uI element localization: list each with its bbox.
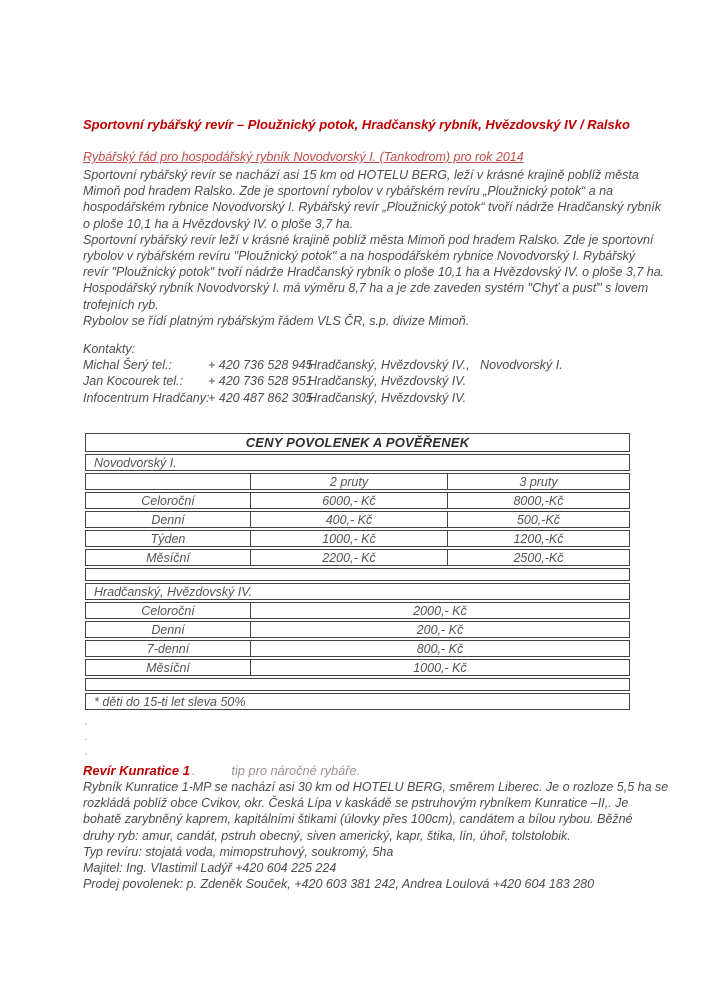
table-row	[85, 530, 630, 547]
row-label: Měsíční	[146, 550, 190, 565]
row-label: Celoroční	[141, 493, 195, 508]
table-row	[85, 640, 630, 657]
kunratice-section	[83, 762, 668, 892]
table-row	[85, 549, 630, 566]
table-row	[85, 511, 630, 528]
contacts-heading: Kontakty:	[83, 342, 136, 356]
page-title: Sportovní rybářský revír – Ploužnický potok, Hradčanský rybník, Hvězdovský IV / Ralsko	[83, 117, 630, 132]
kunratice-line: Majitel: Ing. Vlastimil Ladýř +420 604 225 224	[83, 860, 337, 875]
intro-line: trofejních ryb.	[83, 297, 159, 312]
contact-phone: + 420 736 528 951	[208, 374, 313, 389]
contact-areas: Hradčanský, Hvězdovský IV.	[308, 390, 467, 405]
price-2rods: 2200,- Kč	[250, 550, 447, 565]
price-table-title-row	[85, 433, 630, 452]
kunratice-line: bohatě zarybněný kaprem, kapitálními štikami (úlovky přes 100cm), candátem a bílou rybou. Běžné	[83, 812, 633, 827]
price-value: 2000,- Kč	[250, 603, 629, 618]
intro-line: hospodářském rybnice Novodvorský I. Rybářský revír „Ploužnický potok“ tvoří nádrže Hradčanský rybník	[83, 200, 661, 215]
price-value: 1000,- Kč	[250, 660, 629, 675]
row-label: Denní	[151, 622, 185, 637]
section2-name-row	[85, 583, 630, 600]
contact-name: Michal Šerý tel.:	[83, 358, 172, 373]
kunratice-title: Revír Kunratice 1	[83, 763, 190, 778]
price-3rods: 1200,-Kč	[447, 531, 629, 546]
price-3rods: 500,-Kč	[447, 512, 629, 527]
blank-line-dots	[85, 714, 88, 760]
contact-name: Jan Kocourek tel.:	[83, 374, 184, 389]
contact-phone: + 420 487 862 305	[208, 390, 313, 405]
price-3rods: 2500,-Kč	[447, 550, 629, 565]
section1-name-row	[85, 454, 630, 471]
table-footnote: * děti do 15-ti let sleva 50%	[94, 694, 246, 709]
price-table-title: CENY POVOLENEK A POVĚŘENEK	[245, 435, 470, 450]
row-label: Měsíční	[146, 660, 190, 675]
contact-name: Infocentrum Hradčany:	[83, 390, 210, 405]
price-3rods: 8000,-Kč	[447, 493, 629, 508]
price-2rods: 400,- Kč	[250, 512, 447, 527]
table-row	[85, 492, 630, 509]
row-label: 7-denní	[146, 641, 190, 656]
contact-row	[83, 373, 563, 389]
kunratice-line: druhy ryb: amur, candát, pstruh obecný, siven americký, kapr, štika, lín, úhoř, tolstolobik.	[83, 828, 571, 843]
section2-name: Hradčanský, Hvězdovský IV.	[94, 584, 253, 599]
row-label: Denní	[151, 512, 185, 527]
intro-line: Sportovní rybářský revír leží v krásné krajině poblíž města Mimoň pod hradem Ralsko. Zde je sportovní	[83, 232, 654, 247]
contact-areas: Hradčanský, Hvězdovský IV.	[308, 374, 467, 389]
kunratice-tagline: tip pro náročné rybáře.	[231, 763, 361, 778]
intro-paragraph	[83, 167, 664, 329]
intro-line: Sportovní rybářský revír se nachází asi 15 km od HOTELU BERG, leží v krásné krajině poblíž města	[83, 168, 639, 182]
footnote-row	[85, 693, 630, 710]
col-header-2-rods: 2 pruty	[250, 474, 447, 489]
intro-line: Mimoň pod hradem Ralsko. Zde je sportovní rybolov v rybářském revíru „Ploužnický potok“ a na	[83, 184, 614, 199]
price-table	[85, 433, 630, 710]
intro-line: o ploše 10,1 ha a Hvězdovský IV. o ploše 3,7 ha.	[83, 216, 354, 231]
contacts-block	[83, 341, 563, 406]
subtitle-link[interactable]: Rybářský řád pro hospodářský rybník Novodvorský I. (Tankodrom) pro rok 2014	[83, 150, 524, 164]
spacer-row	[85, 568, 630, 581]
dot: .	[85, 744, 89, 759]
row-label: Týden	[150, 531, 186, 546]
table-row	[85, 602, 630, 619]
contact-row	[83, 357, 563, 373]
section1-name: Novodvorský I.	[94, 455, 177, 470]
price-2rods: 1000,- Kč	[250, 531, 447, 546]
empty-header-cell	[86, 474, 250, 489]
kunratice-title-dot: .	[191, 764, 196, 778]
price-value: 800,- Kč	[250, 641, 629, 656]
row-label: Celoroční	[141, 603, 195, 618]
kunratice-line: Prodej povolenek: p. Zdeněk Souček, +420 603 381 242, Andrea Loulová +420 604 183 280	[83, 877, 595, 892]
price-2rods: 6000,- Kč	[250, 493, 447, 508]
intro-line: revír "Ploužnický potok" tvoří nádrže Hradčanský rybník o ploše 10,1 ha a Hvězdovský IV. o ploše 3,7 ha.	[83, 265, 665, 280]
kunratice-line: rozkládá poblíž obce Cvikov, okr. Česká Lípa v kaskádě se pstruhovým rybníkem Kunratice –II,. Je	[83, 796, 629, 811]
kunratice-line: Rybník Kunratice 1-MP se nachází asi 30 km od HOTELU BERG, směrem Liberec. Je o rozloze 5,5 ha se	[83, 780, 669, 794]
contact-areas: Hradčanský, Hvězdovský IV., Novodvorský I.	[308, 358, 563, 373]
dot: .	[85, 729, 89, 744]
table-row	[85, 659, 630, 676]
intro-line: rybolov v rybářském revíru "Ploužnický potok" a na hospodářském rybnice Novodvorský I. Rybářský	[83, 248, 636, 263]
contact-row	[83, 390, 563, 406]
spacer-row	[85, 678, 630, 691]
contact-phone: + 420 736 528 945	[208, 358, 313, 373]
column-header-row	[85, 473, 630, 490]
intro-line: Hospodářský rybník Novodvorský I. má výměru 8,7 ha a je zde zaveden systém "Chyť a pusť" s lovem	[83, 281, 649, 296]
kunratice-line: Typ revíru: stojatá voda, mimopstruhový, soukromý, 5ha	[83, 844, 394, 859]
intro-line: Rybolov se řídí platným rybářským řádem VLS ČR, s.p. divize Mimoň.	[83, 313, 470, 328]
kunratice-heading-row	[83, 762, 668, 779]
col-header-3-rods: 3 pruty	[447, 474, 629, 489]
dot: .	[85, 714, 89, 728]
price-value: 200,- Kč	[250, 622, 629, 637]
table-row	[85, 621, 630, 638]
